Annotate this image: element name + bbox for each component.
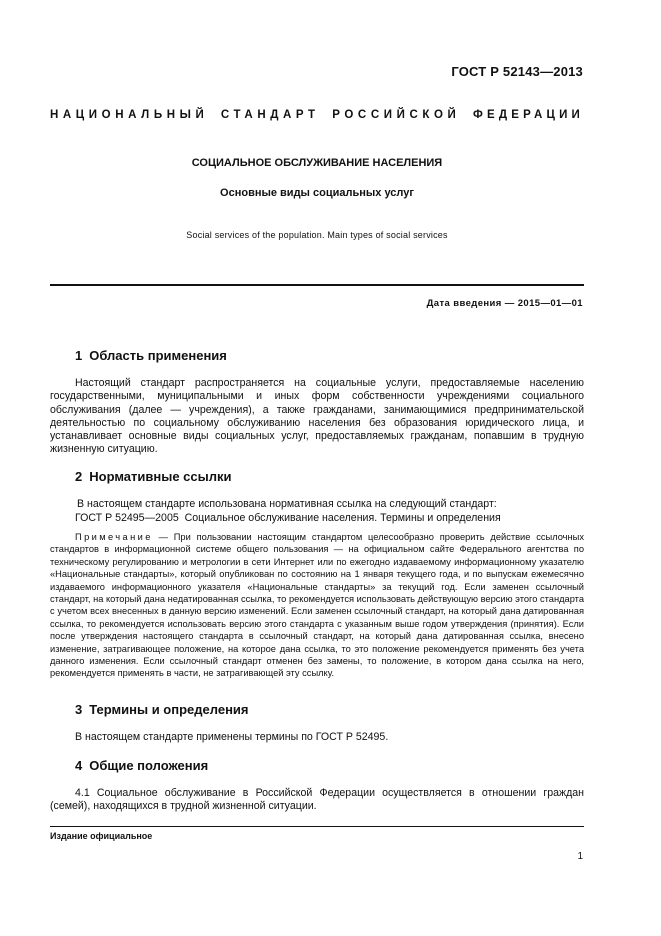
edition-label: Издание официальное [50,831,153,841]
section-title: Область применения [89,348,227,363]
reference-item: ГОСТ Р 52495—2005 Социальное обслуживание населения. Термины и определения [75,512,501,524]
terms-paragraph: В настоящем стандарте применены термины по ГОСТ Р 52495. [75,731,389,743]
document-subtitle: Основные виды социальных услуг [220,187,414,199]
section-heading [75,758,208,773]
note-paragraph [50,531,584,680]
note-label: Примечание [75,532,153,542]
section-heading [75,348,227,363]
section-title: Термины и определения [89,702,249,717]
section-number: 3 [75,702,83,717]
note-text: — При пользовании настоящим стандартом целесообразно проверить действие ссылочных стандартов в информационной системе общего пользования — на официальном сайте Федерального агентства по техническому регулированию и метрологии в сети Интернет или по ежегодно издаваемому информационному указателю «Национальные стандарты», который опубликован по состоянию на 1 января текущего года, и по выпускам ежемесячно издаваемого информационного указателя «Национальные стандарты» за текущий год. Если заменен ссылочный стандарт, на который дана недатированная ссылка, то рекомендуется использовать действующую версию этого стандарта с учетом всех внесенных в данную версию изменений. Если заменен ссылочный стандарт, на который дана датированная ссылка, то рекомендуется использовать версию этого стандарта с указанным выше годом утверждения (принятия). Если после утверждения настоящего стандарта в ссылочный стандарт, на который дана датированная ссылка, внесено изменение, затрагивающее положение, на которое дана ссылка, то это положение рекомендуется применять без учета данного изменения. Если ссылочный стандарт отменен без замены, то положение, в котором дана ссылка на него, рекомендуется применять в части, не затрагивающей эту ссылку. [50,532,584,679]
banner-word: РОССИЙСКОЙ [332,109,461,121]
section-title: Нормативные ссылки [89,469,232,484]
section-title: Общие положения [89,758,209,773]
document-title: СОЦИАЛЬНОЕ ОБСЛУЖИВАНИЕ НАСЕЛЕНИЯ [191,157,443,169]
references-intro: В настоящем стандарте использована нормативная ссылка на следующий стандарт: [77,498,497,510]
banner-word: СТАНДАРТ [220,109,320,121]
section-heading [75,702,249,717]
title-divider [50,284,584,286]
section-number: 4 [75,758,83,773]
national-standard-banner [50,109,584,121]
section-number: 2 [75,469,83,484]
document-id: ГОСТ Р 52143—2013 [451,64,583,79]
footer-divider [50,826,584,827]
page-number: 1 [577,851,583,862]
section-heading [75,469,231,484]
english-title: Social services of the population. Main types of social services [186,230,448,240]
introduction-date: Дата введения — 2015—01—01 [426,298,583,309]
section-number: 1 [75,348,83,363]
scope-paragraph: Настоящий стандарт распространяется на социальные услуги, предоставляемые населению государственными, муниципальными и иных форм собственности учреждениями социального обслуживания (далее — учреждения), а также гражданами, занимающимися предпринимательской деятельностью по социальному обслуживанию населения без образования юридического лица, и устанавливает основные виды социальных услуг, предоставляемых гражданам, попавшим в трудную жизненную ситуацию. [50,377,584,456]
general-provisions-paragraph: 4.1 Социальное обслуживание в Российской Федерации осуществляется в отношении граждан (семей), находящихся в трудной жизненной ситуации. [50,787,584,813]
banner-word: ФЕДЕРАЦИИ [472,109,584,121]
banner-word: НАЦИОНАЛЬНЫЙ [50,109,209,121]
